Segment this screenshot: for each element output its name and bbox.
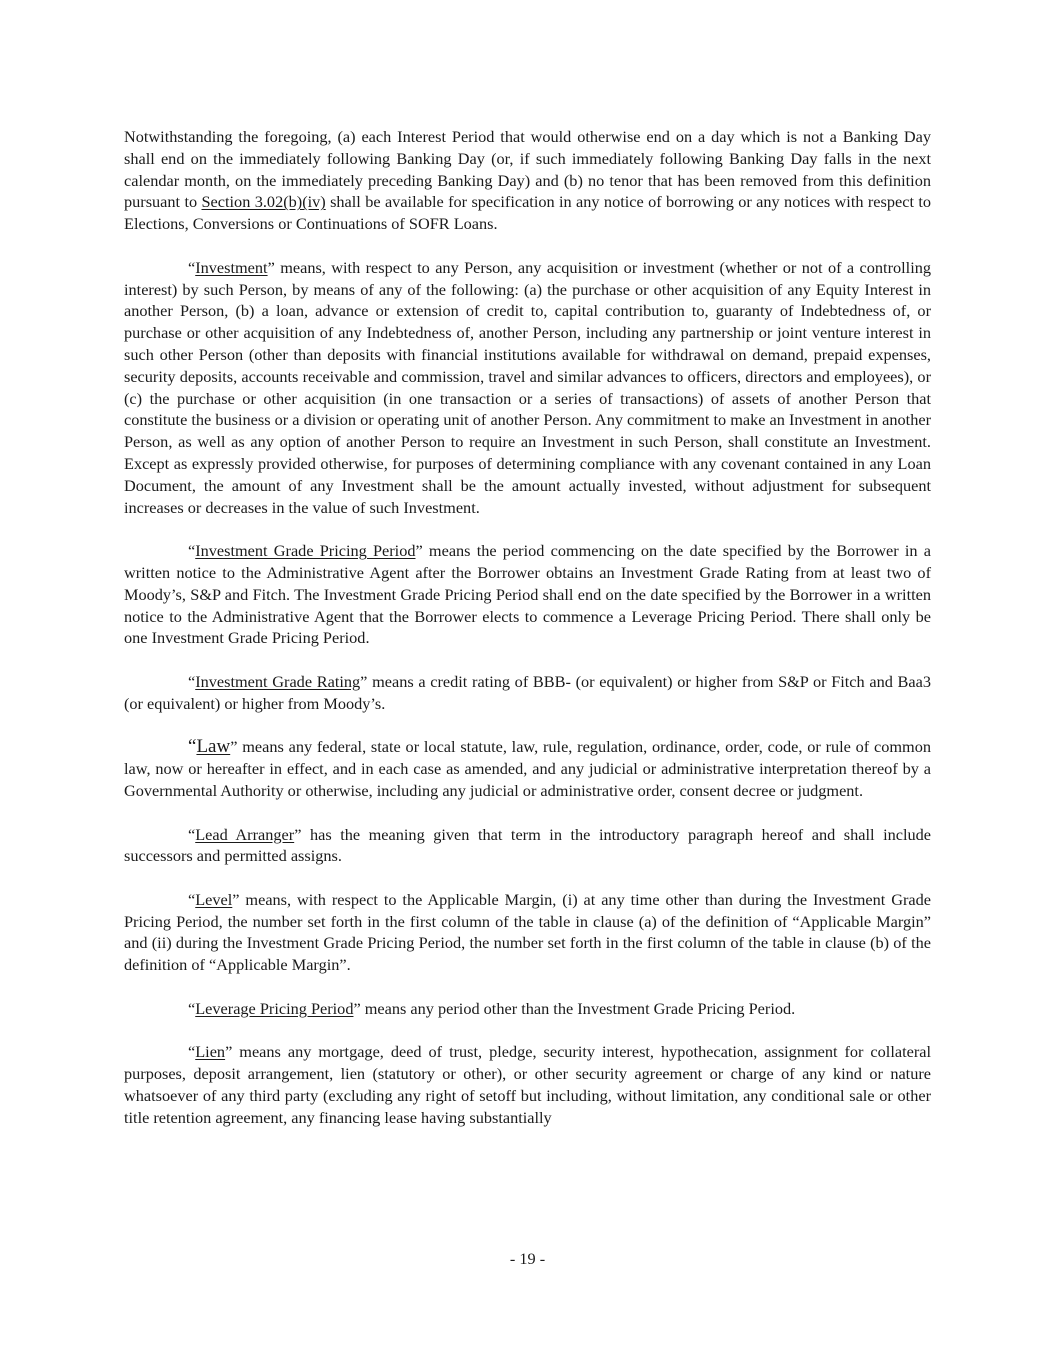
definition-lien xyxy=(124,1041,931,1128)
defined-term-level: Level xyxy=(195,889,233,909)
definition-body: ” means any federal, state or local statute, law, rule, regulation, ordinance, order, code, or rule of common law, now or hereafter in effect, and in each case as amended, and any judicial or administrative interpretation thereof by a Governmental Authority or otherwise, including any judicial or administrative order, consent decree or judgment. xyxy=(124,737,931,800)
definition-investment-grade-rating xyxy=(124,671,931,715)
definition-investment-grade-pricing-period xyxy=(124,540,931,649)
definition-level xyxy=(124,889,931,976)
open-quote: “ xyxy=(188,889,196,909)
open-quote: “ xyxy=(188,998,196,1018)
open-quote: “ xyxy=(188,257,196,277)
notwithstanding-text-b: shall be available for specification in any notice of borrowing or any notices with respect to Elections, Conversions or Continuations of SOFR Loans. xyxy=(124,192,932,234)
defined-term-lead-arranger: Lead Arranger xyxy=(195,824,295,844)
open-quote: “ xyxy=(188,736,197,758)
open-quote: “ xyxy=(188,671,196,691)
definition-body: ” means the period commencing on the date specified by the Borrower in a written notice to the Administrative Agent after the Borrower obtains an Investment Grade Rating from at least two of Moody’s, S&P and Fitch. The Investment Grade Pricing Period shall end on the date specified by the Borrower in a written notice to the Administrative Agent that the Borrower elects to commence a Leverage Pricing Period. There shall only be one Investment Grade Pricing Period. xyxy=(124,541,931,648)
definition-body: ” means a credit rating of BBB- (or equivalent) or higher from S&P or Fitch and Baa3 (or equivalent) or higher from Moody’s. xyxy=(124,671,932,713)
notwithstanding-text-a: Notwithstanding the foregoing, (a) each Interest Period that would otherwise end on a day which is not a Banking Day shall end on the immediately following Banking Day (or, if such immediately following Banking Day falls in the next calendar month, on the immediately preceding Banking Day) and (b) no tenor that has been removed from this definition pursuant to xyxy=(124,127,931,212)
page-body xyxy=(124,126,931,1150)
definition-lead-arranger xyxy=(124,824,931,868)
definition-body: ” means any mortgage, deed of trust, pledge, security interest, hypothecation, assignment for collateral purposes, deposit arrangement, lien (statutory or other), or other security agreement or charge of any kind or nature whatsoever of any third party (excluding any right of setoff but including, without limitation, any conditional sale or other title retention agreement, any financing lease having substantially xyxy=(124,1042,931,1127)
definition-investment xyxy=(124,257,931,519)
defined-term-law: Law xyxy=(196,736,231,758)
defined-term-lien: Lien xyxy=(195,1042,226,1062)
definition-body: ” means, with respect to the Applicable Margin, (i) at any time other than during the Investment Grade Pricing Period, the number set forth in the first column of the table in clause (a) of the definition of “Applicable Margin” and (ii) during the Investment Grade Pricing Period, the number set forth in the first column of the table in clause (b) of the definition of “Applicable Margin”. xyxy=(124,889,931,975)
defined-term-investment-grade-rating: Investment Grade Rating xyxy=(195,671,361,691)
paragraph-notwithstanding xyxy=(124,126,931,235)
defined-term-leverage-pricing-period: Leverage Pricing Period xyxy=(195,998,354,1018)
page-number: - 19 - xyxy=(509,1249,546,1268)
open-quote: “ xyxy=(188,824,196,844)
definition-leverage-pricing-period xyxy=(124,998,931,1020)
definition-law xyxy=(124,736,931,801)
open-quote: “ xyxy=(188,1042,196,1062)
open-quote: “ xyxy=(188,541,196,561)
section-reference-link[interactable]: Section 3.02(b)(iv) xyxy=(201,192,326,212)
definition-body: ” means, with respect to any Person, any acquisition or investment (whether or not of a controlling interest) by such Person, by means of any of the following: (a) the purchase or other acquisition of any Equity Interest in another Person, (b) a loan, advance or extension of credit to, capital contribution to, guaranty of Indebtedness of, or purchase or other acquisition of any Indebtedness of, another Person, including any partnership or joint venture interest in such other Person (other than deposits with financial institutions available for withdrawal on demand, prepaid expenses, security deposits, accounts receivable and commission, travel and similar advances to officers, directors and employees), or (c) the purchase or other acquisition (in one transaction or a series of transactions) of assets of another Person that constitute the business or a division or operating unit of another Person. Any commitment to make an Investment in another Person, as well as any option of another Person to require an Investment in such Person, shall constitute an Investment. Except as expressly provided otherwise, for purposes of determining compliance with any covenant contained in any Loan Document, the amount of any Investment shall be the amount actually invested, without adjustment for subsequent increases or decreases in the value of such Investment. xyxy=(124,257,931,517)
definition-body: ” has the meaning given that term in the introductory paragraph hereof and shall include successors and permitted assigns. xyxy=(124,824,932,866)
defined-term-investment: Investment xyxy=(195,257,268,277)
defined-term-investment-grade-pricing-period: Investment Grade Pricing Period xyxy=(195,541,416,561)
definition-body: ” means any period other than the Investment Grade Pricing Period. xyxy=(353,998,796,1018)
